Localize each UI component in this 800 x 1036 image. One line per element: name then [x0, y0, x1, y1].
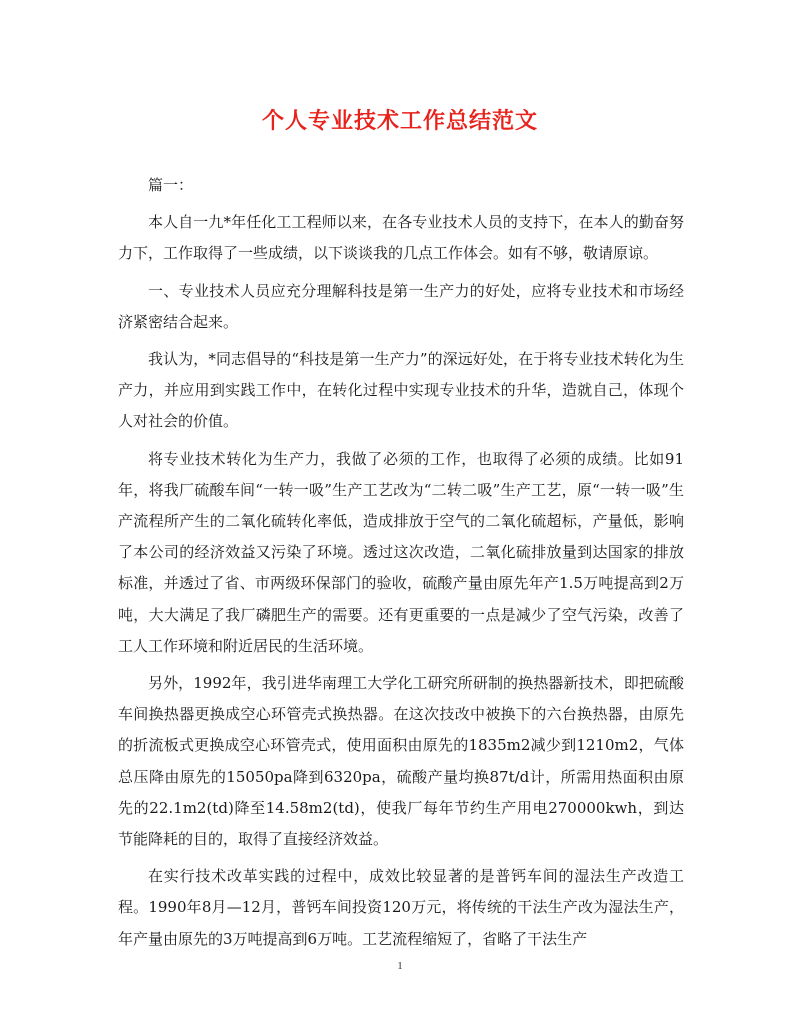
page-number: 1 — [397, 960, 403, 972]
paragraph: 我认为，*同志倡导的“科技是第一生产力”的深远好处，在于将专业技术转化为生产力，并应用到实践工作中，在转化过程中实现专业技术的升华，造就自己，体现个人对社会的价值。 — [118, 350, 684, 431]
paragraph: 另外，1992年，我引进华南理工大学化工研究所研制的换热器新技术，即把硫酸车间换热器更换成空心环管壳式换热器。在这次技改中被换下的六台换热器，由原先的折流板式更换成空心环管壳式，使用面积由原先的1835m2减少到1210m2，气体总压降由原先的15050pa降到6320pa，硫酸产量均换87t/d计，所需用热面积由原先的22.1m2(td)降至14.58m2(td)，使我厂每年节约生产用电270000kwh，到达节能降耗的目的，取得了直接经济效益。 — [118, 674, 684, 849]
document-title: 个人专业技术工作总结范文 — [261, 108, 538, 134]
document-body — [118, 170, 684, 961]
paragraph: 篇一： — [148, 176, 194, 194]
paragraph: 一、专业技术人员应充分理解科技是第一生产力的好处，应将专业技术和市场经济紧密结合起来。 — [118, 281, 684, 331]
paragraph: 在实行技术改革实践的过程中，成效比较显著的是普钙车间的湿法生产改造工程。1990年8月—12月，普钙车间投资120万元，将传统的干法生产改为湿法生产，年产量由原先的3万吨提高到6万吨。工艺流程缩短了，省略了干法生产 — [118, 867, 684, 948]
paragraph: 将专业技术转化为生产力，我做了必须的工作，也取得了必须的成绩。比如91年，将我厂硫酸车间“一转一吸”生产工艺改为“二转二吸”生产工艺，原“一转一吸”生产流程所产生的二氧化硫转化率低，造成排放于空气的二氧化硫超标，产量低，影响了本公司的经济效益又污染了环境。透过这次改造，二氧化硫排放量到达国家的排放标准，并透过了省、市两级环保部门的验收，硫酸产量由原先年产1.5万吨提高到2万吨，大大满足了我厂磷肥生产的需要。还有更重要的一点是减少了空气污染，改善了工人工作环境和附近居民的生活环境。 — [118, 449, 684, 655]
paragraph: 本人自一九*年任化工工程师以来，在各专业技术人员的支持下，在本人的勤奋努力下，工作取得了一些成绩，以下谈谈我的几点工作体会。如有不够，敬请原谅。 — [118, 213, 684, 263]
